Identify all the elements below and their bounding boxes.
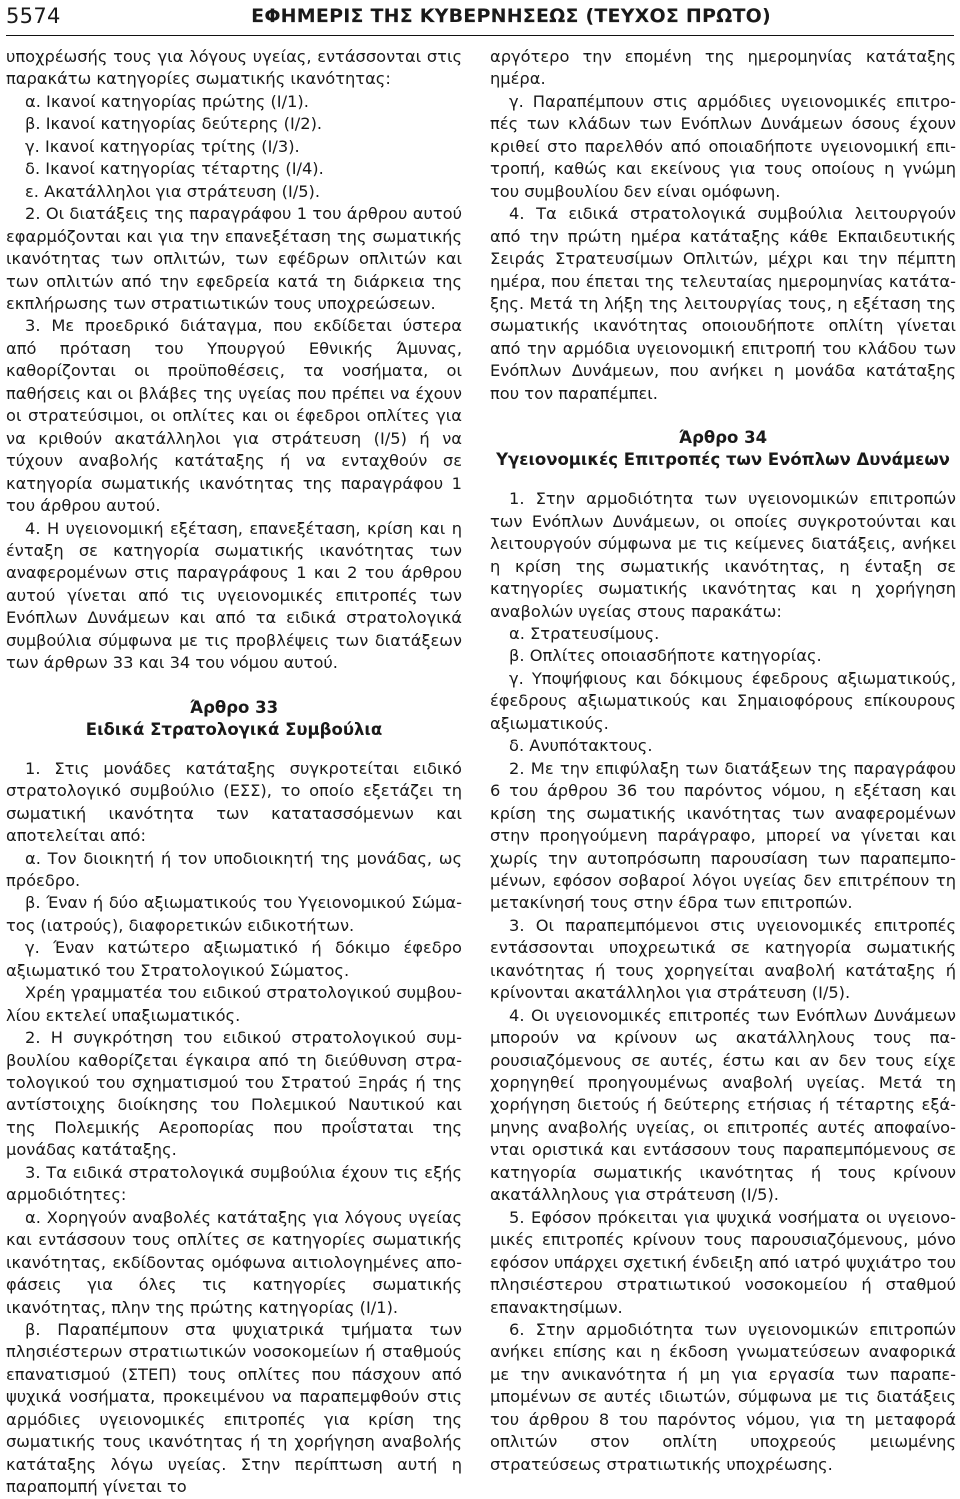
paragraph: 4. Οι υγειονομικές επιτροπές των Ενόπλων Δυνάμεων μπορούν να κρίνουν ως ακατάλληλους τους παρουσιαζόμενους σε αυτές, έστω και αν δεν τους είχε χορηγηθεί προηγουμένως αναβολή υγείας. Μετά τη χορήγηση διετούς ή δεύτερης ετήσιας ή τέταρτης εξάμηνης αναβολής υγείας, οι επιτροπές αυτές αποφαίνονται οριστικά και εντάσσουν τους παραπεμπόμενους σε κατηγορία σωματικής ικανότητας ή τους κρίνουν ακατάλληλους για στράτευση (Ι/5). bbox=[490, 1005, 956, 1205]
header-rule bbox=[6, 35, 954, 36]
paragraph-intro: υποχρέωσής τους για λόγους υγείας, εντάσσονται στις παρακάτω κατηγορίες σωματικής ικανότητας: bbox=[6, 47, 462, 89]
paragraph: 5. Εφόσον πρόκειται για ψυχικά νοσήματα οι υγειονομικές επιτροπές κρίνουν τους παρουσιαζόμενους, μόνο εφόσον υπάρχει σχετική ένδειξη από ιατρό ψυχιάτρο του πλησιέστερου στρατιωτικού νοσοκομείου ή σταθμού επανακτησίμων. bbox=[490, 1207, 956, 1317]
article-number: Άρθρο 34 bbox=[678, 428, 768, 448]
paragraph: 4. Τα ειδικά στρατολογικά συμβούλια λειτουργούν από την πρώτη ημέρα κατάταξης κάθε Εκπαιδευτικής Σειράς Στρατευσίμων Οπλιτών, μέχρι και την πέμπτη ημέρα, που έπεται της τελευταίας ημερομηνίας κατάταξης. Μετά τη λήξη της λειτουργίας τους, η εξέταση της σωματικής ικανότητας οποιουδήποτε οπλίτη γίνεται από την αρμόδια υγειονομική επιτροπή του κλάδου των Ενόπλων Δυνάμεων, που ανήκει η μονάδα κατάταξης που τον παραπέμπει. bbox=[490, 204, 956, 403]
paragraph: γ. Παραπέμπουν στις αρμόδιες υγειονομικές επιτροπές των κλάδων των Ενόπλων Δυνάμεων όσους έχουν κριθεί στο παρελθόν από οποιαδήποτε υγειονομική επιτροπή, καθώς και εκείνους για τους οποίους η γνώμη του συμβουλίου δεν είναι ομόφωνη. bbox=[490, 91, 956, 201]
category-item: α. Ικανοί κατηγορίας πρώτης (Ι/1). bbox=[25, 91, 309, 111]
paragraph: γ. Υποψήφιους και δόκιμους έφεδρους αξιωματικούς, έφεδρους αξιωματικούς και Σημαιοφόρους επίκουρους αξιωματικούς. bbox=[490, 668, 956, 733]
article-title: Υγειονομικές Επιτροπές των Ενόπλων Δυνάμεων bbox=[496, 450, 950, 470]
paragraph: α. Τον διοικητή ή τον υποδιοικητή της μονάδας, ως πρόεδρο. bbox=[6, 848, 462, 890]
paragraph: 2. Οι διατάξεις της παραγράφου 1 του άρθρου αυτού εφαρμόζονται και για την επανεξέταση της σωματικής ικανότητας των οπλιτών, των εφέδρων οπλιτών και των οπλιτών από την εφεδρεία κατά τη διάρκεια της εκπλήρωσης των στρατιωτικών τους υποχρεώσεων. bbox=[6, 204, 462, 313]
article-title: Ειδικά Στρατολογικά Συμβούλια bbox=[85, 719, 383, 739]
article-number: Άρθρο 33 bbox=[189, 697, 279, 717]
paragraph: 1. Στις μονάδες κατάταξης συγκροτείται ειδικό στρατολογικό συμβούλιο (ΕΣΣ), το οποίο εξετάζει τη σωματική ικανότητα των κατατασσόμενων και αποτελείται από: bbox=[6, 758, 462, 846]
paragraph: 2. Με την επιφύλαξη των διατάξεων της παραγράφου 6 του άρθρου 36 του παρόντος νόμου, η εξέταση και κρίση της σωματικής ικανότητας των αναφερομένων στην προηγούμενη παράγραφο, μπορεί να γίνεται και χωρίς την αυτοπρόσωπη παρουσίαση των παραπεμπομένων, εφόσον σοβαροί λόγοι υγείας δεν επιτρέπουν τη μετακίνησή τους στην έδρα των επιτροπών. bbox=[490, 758, 956, 913]
paragraph: Χρέη γραμματέα του ειδικού στρατολογικού συμβουλίου εκτελεί υπαξιωματικός. bbox=[6, 983, 462, 1025]
journal-title: ΕΦΗΜΕΡΙΣ ΤΗΣ ΚΥΒΕΡΝΗΣΕΩΣ (ΤΕΥΧΟΣ ΠΡΩΤΟ) bbox=[251, 5, 771, 27]
paragraph: 1. Στην αρμοδιότητα των υγειονομικών επιτροπών των Ενόπλων Δυνάμεων, οι οποίες συγκροτούνται και λειτουργούν σύμφωνα με τις κείμενες διατάξεις, ανήκει η κρίση της σωματικής ικανότητας, η ένταξη σε κατηγορίες σωματικής ικανότητας και η χορήγηση αναβολών υγείας στους παρακάτω: bbox=[490, 489, 956, 621]
paragraph: δ. Ανυπότακτους. bbox=[509, 736, 653, 756]
paragraph: γ. Έναν κατώτερο αξιωματικό ή δόκιμο έφεδρο αξιωματικό του Στρατολογικού Σώματος. bbox=[6, 938, 462, 980]
paragraph: 3. Τα ειδικά στρατολογικά συμβούλια έχουν τις εξής αρμοδιότητες: bbox=[6, 1162, 462, 1205]
category-item: ε. Ακατάλληλοι για στράτευση (Ι/5). bbox=[25, 181, 321, 201]
paragraph: β. Παραπέμπουν στα ψυχιατρικά τμήματα των πλησιέστερων στρατιωτικών νοσοκομείων ή σταθμούς επανατισμού (ΣΤΕΠ) τους οπλίτες που πάσχουν από ψυχικά νοσήματα, προκειμένου να παραπεμφθούν στις αρμόδιες υγειονομικές επιτροπές για κρίση της σωματικής τους ικανότητας ή τη χορήγηση αναβολής κατάταξης λόγω υγείας. Στην περίπτωση αυτή η παραπομπή γίνεται το bbox=[6, 1320, 462, 1497]
page-number: 5574 bbox=[6, 4, 61, 28]
paragraph: β. Οπλίτες οποιασδήποτε κατηγορίας. bbox=[509, 646, 822, 666]
page-header bbox=[6, 0, 954, 32]
paragraph: β. Έναν ή δύο αξιωματικούς του Υγειονομικού Σώματος (ιατρούς), διαφορετικών ειδικοτήτων. bbox=[6, 893, 462, 935]
paragraph: α. Στρατευσίμους. bbox=[509, 623, 660, 643]
right-column bbox=[490, 46, 956, 1476]
paragraph: 2. Η συγκρότηση του ειδικού στρατολογικού συμβουλίου καθορίζεται έγκαιρα από τη διεύθυνση στρατολογικού του σχηματισμού του Στρατού Ξηράς ή της αντίστοιχης διοίκησης του Πολεμικού Ναυτικού και της Πολεμικής Αεροπορίας που προΐσταται της μονάδας κατάταξης. bbox=[6, 1028, 462, 1160]
category-item: δ. Ικανοί κατηγορίας τέταρτης (Ι/4). bbox=[25, 159, 324, 179]
paragraph-continued: αργότερο την επομένη της ημερομηνίας κατάταξης ημέρα. bbox=[490, 47, 956, 89]
paragraph: 3. Οι παραπεμπόμενοι στις υγειονομικές επιτροπές εντάσσονται υποχρεωτικά σε κατηγορία σωματικής ικανότητας ή τους χορηγείται αναβολή κατάταξης ή κρίνονται ακατάλληλοι για στράτευση (Ι/5). bbox=[490, 915, 956, 1003]
paragraph: 3. Με προεδρικό διάταγμα, που εκδίδεται ύστερα από πρόταση του Υπουργού Εθνικής Άμυνας, καθορίζονται οι προϋποθέσεις, τα νοσήματα, οι παθήσεις και οι βλάβες της υγείας που πρέπει να έχουν οι στρατεύσιμοι, οι οπλίτες και οι έφεδροι οπλίτες για να κριθούν ακατάλληλοι για στράτευση (Ι/5) ή να τύχουν αναβολής κατάταξης ή να ενταχθούν σε κατηγορία σωματικής ικανότητας της παραγράφου 1 του άρθρου αυτού. bbox=[6, 316, 462, 516]
category-item: γ. Ικανοί κατηγορίας τρίτης (Ι/3). bbox=[25, 136, 300, 156]
paragraph: 6. Στην αρμοδιότητα των υγειονομικών επιτροπών ανήκει επίσης και η έκδοση γνωματεύσεων αναφορικά με την ανικανότητα ή μη για εργασία των παραπεμπομένων σε αυτές ιδιωτών, σύμφωνα με τις διατάξεις του άρθρου 8 του παρόντος νόμου, για τη μεταφορά οπλιτών στον οπλίτη υποχρεούς μειωμένης στρατεύσεως στρατιωτικής υποχρέωσης. bbox=[490, 1320, 956, 1474]
left-column bbox=[6, 46, 462, 1499]
paragraph: α. Χορηγούν αναβολές κατάταξης για λόγους υγείας και εντάσσουν τους οπλίτες σε κατηγορίες σωματικής ικανότητας, εκδίδοντας ομόφωνα αιτιολογημένες αποφάσεις για όλες τις κατηγορίες σωματικής ικανότητας, πλην της πρώτης κατηγορίας (Ι/1). bbox=[6, 1207, 462, 1317]
category-item: β. Ικανοί κατηγορίας δεύτερης (Ι/2). bbox=[25, 114, 323, 134]
paragraph: 4. Η υγειονομική εξέταση, επανεξέταση, κρίση και η ένταξη σε κατηγορία σωματικής ικανότητας των αναφερομένων στις παραγράφους 1 και 2 του άρθρου αυτού γίνεται από τις υγειονομικές επιτροπές των Ενόπλων Δυνάμεων και από τα ειδικά στρατολογικά συμβούλια σύμφωνα με τις προβλέψεις των διατάξεων των άρθρων 33 και 34 του νόμου αυτού. bbox=[6, 518, 462, 673]
